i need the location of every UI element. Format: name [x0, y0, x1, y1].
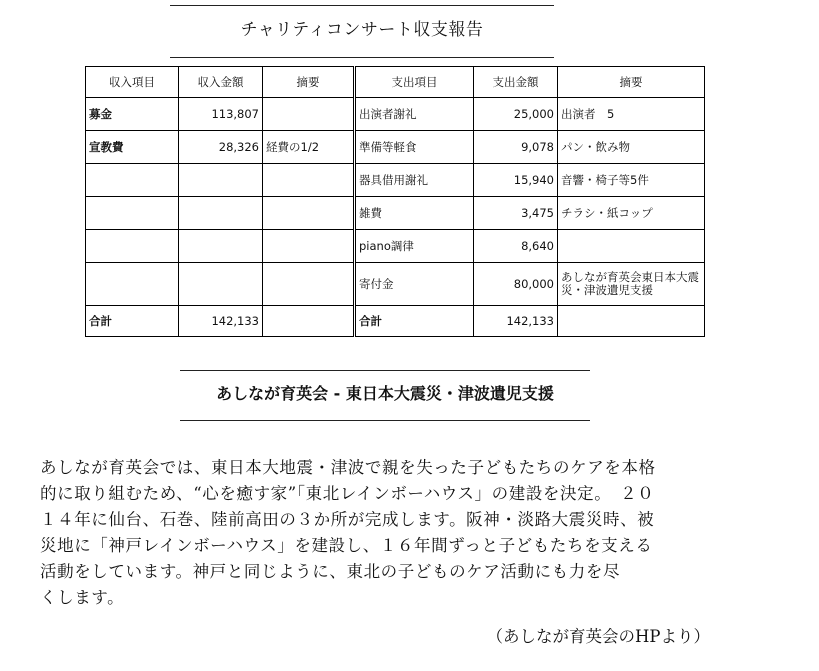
source-note: （あしなが育英会のHPより）	[486, 627, 710, 646]
col-header-expense-note: 摘要	[558, 67, 705, 98]
expense-item-cell: 器具借用謝礼	[355, 164, 474, 197]
title-bottom-rule	[170, 57, 554, 58]
income-item-cell	[86, 164, 179, 197]
col-header-expense-item: 支出項目	[355, 67, 474, 98]
table-row	[86, 230, 705, 263]
income-amount-cell	[179, 197, 263, 230]
table-row	[86, 131, 705, 164]
body-line: あしなが育英会では、東日本大地震・津波で親を失った子どもたちのケアを本格	[40, 458, 656, 477]
expense-amount-cell: 3,475	[474, 197, 558, 230]
expense-item-cell: 雑費	[355, 197, 474, 230]
income-item-cell	[86, 230, 179, 263]
expense-amount-cell: 8,640	[474, 230, 558, 263]
body-line: くします。	[40, 588, 125, 607]
income-note-cell	[263, 230, 355, 263]
income-expense-table	[85, 66, 705, 337]
expense-note-cell: 出演者 5	[558, 98, 705, 131]
expense-note-cell	[558, 230, 705, 263]
income-total-amount: 142,133	[179, 306, 263, 337]
income-amount-cell	[179, 164, 263, 197]
table-total-row	[86, 306, 705, 337]
income-total-note	[263, 306, 355, 337]
expense-total-amount: 142,133	[474, 306, 558, 337]
page-title: チャリティコンサート収支報告	[240, 20, 484, 40]
income-amount-cell	[179, 263, 263, 306]
income-amount-cell	[179, 230, 263, 263]
body-line: １４年に仙台、石巻、陸前高田の３か所が完成します。阪神・淡路大震災時、被	[40, 510, 655, 529]
income-note-cell: 経費の1/2	[263, 131, 355, 164]
col-header-income-item: 収入項目	[86, 67, 179, 98]
expense-item-cell: piano調律	[355, 230, 474, 263]
income-item-cell	[86, 197, 179, 230]
income-item-cell	[86, 263, 179, 306]
income-note-cell	[263, 98, 355, 131]
body-line: 活動をしています。神戸と同じように、東北の子どものケア活動にも力を尽	[40, 562, 621, 581]
body-paragraph	[40, 455, 725, 611]
section-subtitle: あしなが育英会 - 東日本大震災・津波遺児支援	[216, 384, 554, 403]
expense-item-cell: 出演者謝礼	[355, 98, 474, 131]
expense-note-cell: チラシ・紙コップ	[558, 197, 705, 230]
subtitle-top-rule	[180, 370, 590, 371]
expense-note-cell: あしなが育英会東日本大震災・津波遺児支援	[558, 263, 705, 306]
expense-total-note	[558, 306, 705, 337]
income-note-cell	[263, 197, 355, 230]
table-header-row	[86, 67, 705, 98]
table-row	[86, 197, 705, 230]
income-total-label: 合計	[86, 306, 179, 337]
expense-amount-cell: 15,940	[474, 164, 558, 197]
expense-item-cell: 準備等軽食	[355, 131, 474, 164]
table-row	[86, 98, 705, 131]
body-line: 的に取り組むため、“心を癒す家”「東北レインボーハウス」の建設を決定。 ２０	[40, 484, 655, 503]
expense-total-label: 合計	[355, 306, 474, 337]
expense-amount-cell: 9,078	[474, 131, 558, 164]
expense-note-cell: パン・飲み物	[558, 131, 705, 164]
col-header-income-amount: 収入金額	[179, 67, 263, 98]
col-header-income-note: 摘要	[263, 67, 355, 98]
expense-note-cell: 音響・椅子等5件	[558, 164, 705, 197]
table-row	[86, 263, 705, 306]
income-item-cell: 宣教費	[86, 131, 179, 164]
expense-item-cell: 寄付金	[355, 263, 474, 306]
income-amount-cell: 113,807	[179, 98, 263, 131]
body-line: 災地に「神戸レインボーハウス」を建設し、１６年間ずっと子どもたちを支える	[40, 536, 653, 555]
col-header-expense-amount: 支出金額	[474, 67, 558, 98]
title-top-rule	[170, 5, 554, 6]
table-row	[86, 164, 705, 197]
expense-amount-cell: 80,000	[474, 263, 558, 306]
income-note-cell	[263, 263, 355, 306]
subtitle-bottom-rule	[180, 420, 590, 421]
income-amount-cell: 28,326	[179, 131, 263, 164]
income-item-cell: 募金	[86, 98, 179, 131]
income-note-cell	[263, 164, 355, 197]
expense-amount-cell: 25,000	[474, 98, 558, 131]
